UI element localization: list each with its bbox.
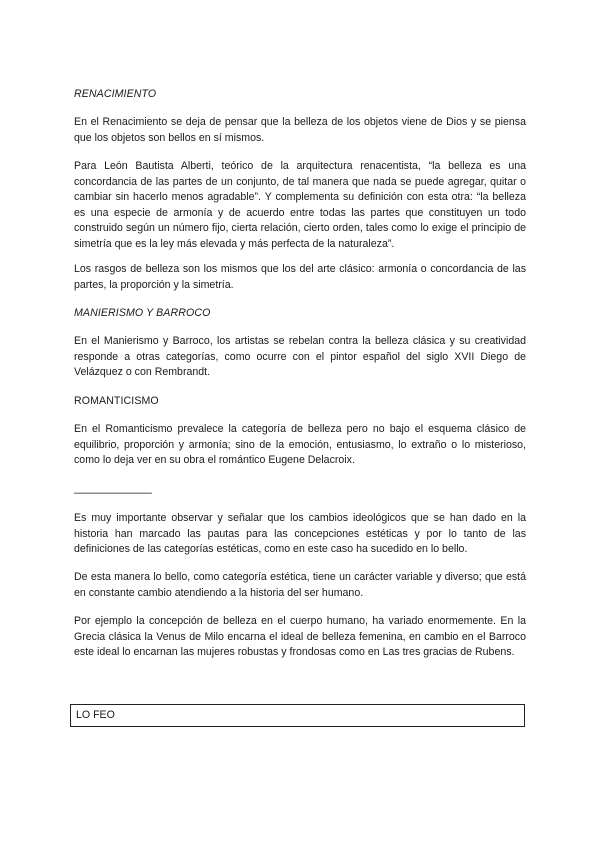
paragraph-belleza-cuerpo-humano: Por ejemplo la concepción de belleza en el cuerpo humano, ha variado enormemente. En la Grecia clásica la Venus de Milo encarna el ideal de belleza femenina, en cambio en el Barroco este ideal lo encarnan las mujeres robustas y frondosas como en Las tres gracias de Rubens. [74,615,526,658]
paragraph-renacimiento-rasgos: Los rasgos de belleza son los mismos que los del arte clásico: armonía o concordancia de las partes, la proporción y la simetría. [74,263,526,291]
section-heading-romanticismo: ROMANTICISMO [74,395,159,407]
paragraph-alberti-quote: Para León Bautista Alberti, teórico de la arquitectura renacentista, “la belleza es una concordancia de las partes de un conjunto, de tal manera que nada se puede agregar, quitar o cambiar sin hacerlo menos agradable”. Y complementa su definición con esta otra: “la belleza es una especie de armonía y de acuerdo entre todas las partes que constituyen un todo construido según un número fijo, cierta relación, cierto orden, tales como lo exige el principio de simetría que es la ley más elevada y más perfecta de la naturaleza”. [74,160,526,250]
text-separator: ———————– [74,487,152,499]
paragraph-cambios-ideologicos: Es muy importante observar y señalar que los cambios ideológicos que se han dado en la historia han marcado las pautas para las concepciones estéticas y por lo tanto de las definiciones de las categorías estéticas, como en este caso ha sucedido en lo bello. [74,512,526,555]
paragraph-manierismo-barroco: En el Manierismo y Barroco, los artistas se rebelan contra la belleza clásica y su creatividad responde a otras categorías, como ocurre con el pintor español del siglo XVII Diego de Velázquez o con Rembrandt. [74,335,526,378]
paragraph-romanticismo: En el Romanticismo prevalece la categoría de belleza pero no bajo el esquema clásico de equilibrio, proporción y armonía; sino de la emoción, entusiasmo, lo extraño o lo misterioso, como lo deja ver en su obra el romántico Eugene Delacroix. [74,423,526,466]
paragraph-lo-bello-variable: De esta manera lo bello, como categoría estética, tiene un carácter variable y diverso; que está en constante cambio atendiendo a la historia del ser humano. [74,571,526,599]
section-heading-renacimiento: RENACIMIENTO [74,88,157,100]
paragraph-renacimiento-intro: En el Renacimiento se deja de pensar que la belleza de los objetos viene de Dios y se piensa que los objetos son bellos en sí mismos. [74,116,526,144]
section-heading-manierismo-barroco: MANIERISMO Y BARROCO [74,307,211,319]
section-box-lo-feo: LO FEO [70,704,525,727]
